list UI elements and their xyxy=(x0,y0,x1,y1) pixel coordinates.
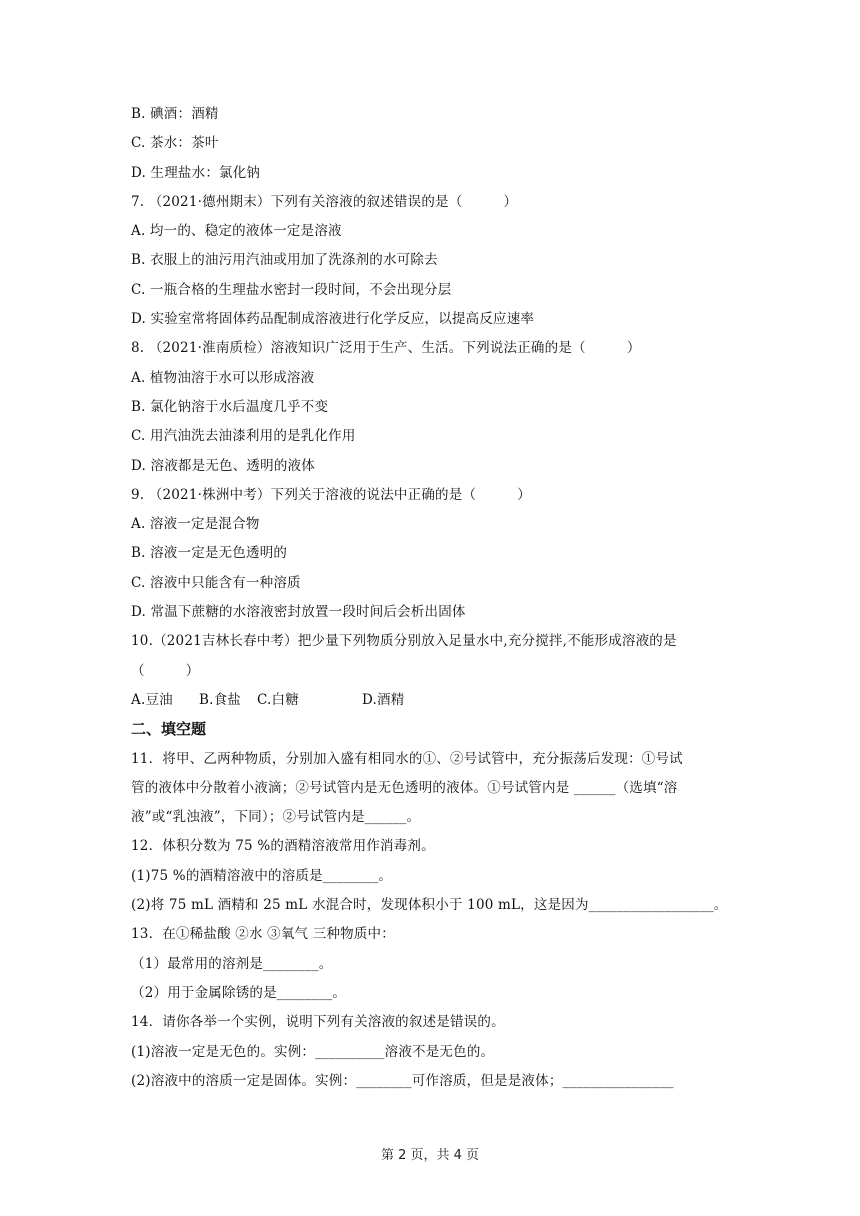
q6-option-b: B. 碘酒：酒精 xyxy=(131,106,219,122)
q10-stem-continued: （ ） xyxy=(131,662,200,679)
q13-part-1: （1）最常用的溶剂是________。 xyxy=(131,955,333,972)
section-title: 二、填空题 xyxy=(131,720,207,739)
q10-option-a: A.豆油 xyxy=(131,691,173,708)
q14-part-1: (1)溶液一定是无色的。实例：__________溶液不是无色的。 xyxy=(131,1043,495,1060)
q9-option-c: C. 溶液中只能含有一种溶质 xyxy=(131,574,301,591)
q8-option-c: C. 用汽油洗去油漆利用的是乳化作用 xyxy=(131,428,356,445)
page-footer: 第 2 页，共 4 页 xyxy=(380,1148,480,1163)
q13-part-2: （2）用于金属除锈的是________。 xyxy=(131,984,347,1001)
q8-option-d: D. 溶液都是无色、透明的液体 xyxy=(131,457,315,474)
q8-option-a: A. 植物油溶于水可以形成溶液 xyxy=(131,369,315,386)
q10-option-c: C.白糖 xyxy=(257,691,299,708)
q10-option-b: B.食盐 xyxy=(199,691,242,708)
q8-option-b: B. 氯化钠溶于水后温度几乎不变 xyxy=(131,398,329,415)
q7-option-b: B. 衣服上的油污用汽油或用加了洗涤剂的水可除去 xyxy=(131,252,438,269)
q11-line-2: 管的液体中分散着小液滴；②号试管内是无色透明的液体。①号试管内是 ______（选填“溶 xyxy=(131,779,678,796)
q11-line-3: 液”或“乳浊液”，下同）；②号试管内是______。 xyxy=(131,809,421,826)
q9-option-d: D. 常温下蔗糖的水溶液密封放置一段时间后会析出固体 xyxy=(131,604,466,621)
q14-stem: 14．请你各举一个实例，说明下列有关溶液的叙述是错误的。 xyxy=(131,1014,505,1031)
q9-option-b: B. 溶液一定是无色透明的 xyxy=(131,545,288,562)
q7-option-c: C. 一瓶合格的生理盐水密封一段时间，不会出现分层 xyxy=(131,281,452,298)
q10-option-d: D.酒精 xyxy=(362,691,405,708)
q7-option-a: A. 均一的、稳定的液体一定是溶液 xyxy=(131,223,342,240)
q8-stem: 8. （2021·淮南质检）溶液知识广泛用于生产、生活。下列说法正确的是（ ） xyxy=(131,340,641,357)
q6-option-d: D. 生理盐水：氯化钠 xyxy=(131,164,261,181)
q12-stem: 12．体积分数为 75 %的酒精溶液常用作消毒剂。 xyxy=(131,838,435,855)
q9-option-a: A. 溶液一定是混合物 xyxy=(131,516,260,533)
q13-stem: 13．在①稀盐酸 ②水 ③氧气 三种物质中： xyxy=(131,926,395,943)
q10-stem: 10.（2021吉林长春中考）把少量下列物质分别放入足量水中,充分搅拌,不能形成溶液的是 xyxy=(131,633,677,650)
q6-option-c: C. 茶水：茶叶 xyxy=(131,135,219,152)
q12-part-1: (1)75 %的酒精溶液中的溶质是________。 xyxy=(131,867,393,884)
q11-line-1: 11．将甲、乙两种物质，分别加入盛有相同水的①、②号试管中，充分振荡后发现：①号试 xyxy=(131,750,683,767)
q7-stem: 7. （2021·德州期末）下列有关溶液的叙述错误的是（ ） xyxy=(131,193,518,210)
q9-stem: 9. （2021·株洲中考）下列关于溶液的说法中正确的是（ ） xyxy=(131,486,531,503)
q14-part-2: (2)溶液中的溶质一定是固体。实例：________可作溶质，但是是液体；________________ xyxy=(131,1072,674,1089)
q10-options xyxy=(131,686,731,715)
q7-option-d: D. 实验室常将固体药品配制成溶液进行化学反应，以提高反应速率 xyxy=(131,311,535,328)
q12-part-2: (2)将 75 mL 酒精和 25 mL 水混合时，发现体积小于 100 mL，这是因为__________________。 xyxy=(131,897,728,914)
page-content xyxy=(131,100,731,1096)
